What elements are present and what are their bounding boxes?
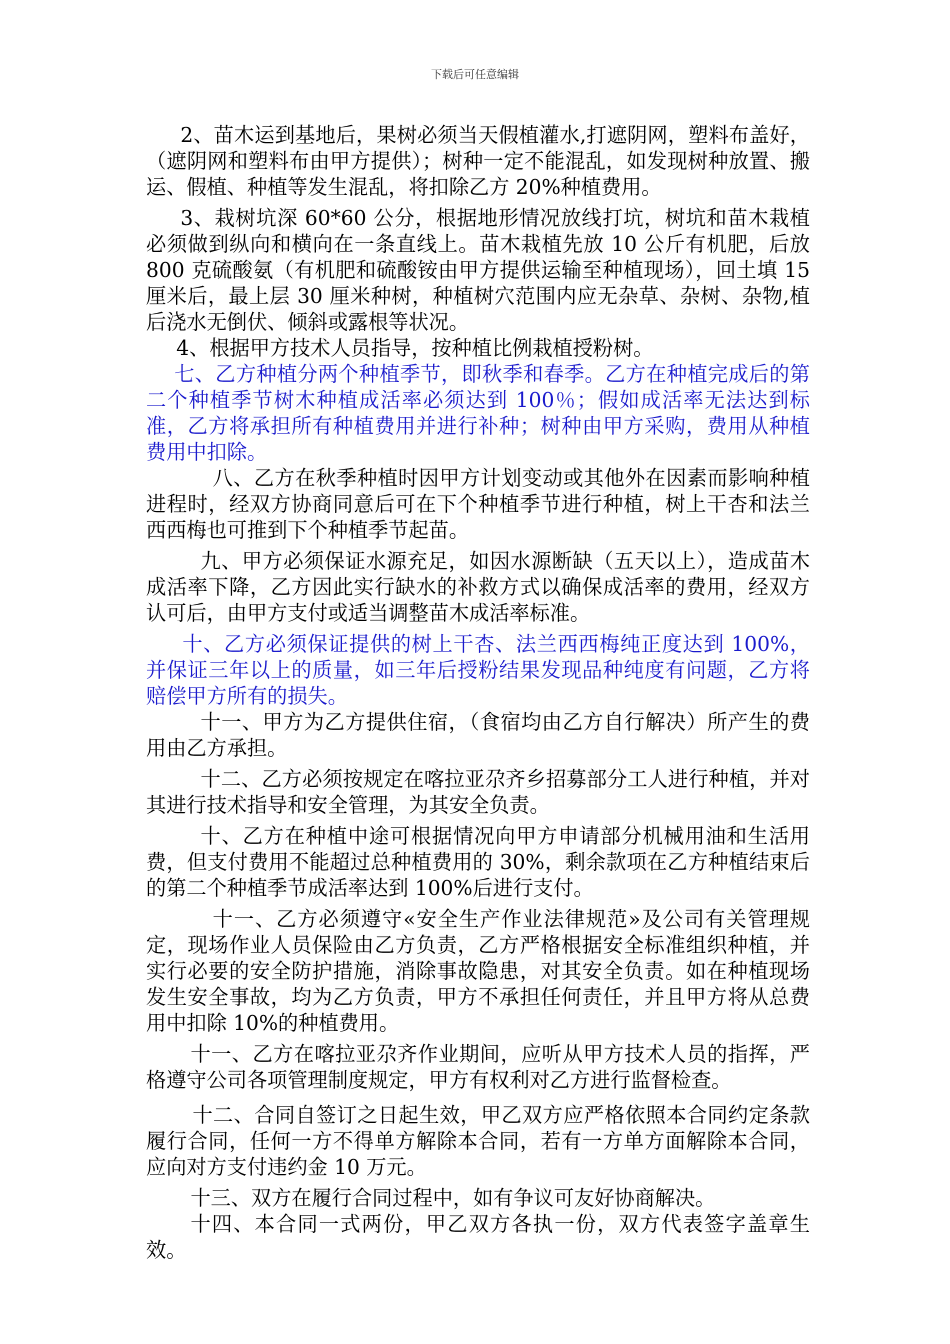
page-header: 下载后可任意编辑	[431, 68, 519, 81]
contract-body	[146, 122, 810, 1263]
clause-13-disputes: 十三、双方在履行合同过程中，如有争议可友好协商解决。	[190, 1186, 716, 1210]
clause-10-payment-advance: 十、乙方在种植中途可根据情况向甲方申请部分机械用油和生活用费，但支付费用不能超过总种植费用的 30%，剩余款项在乙方种植结束后的第二个种植季节成活率达到 100%后进行支付。	[146, 824, 810, 900]
clause-4-pollinator-trees: 4、根据甲方技术人员指导，按种植比例栽植授粉树。	[176, 336, 654, 360]
clause-12-effectiveness: 十二、合同自签订之日起生效，甲乙双方应严格依照本合同约定条款履行合同，任何一方不得单方解除本合同，若有一方单方面解除本合同，应向对方支付违约金 10 万元。	[146, 1103, 810, 1179]
clause-10-variety-purity: 十、乙方必须保证提供的树上干杏、法兰西西梅纯正度达到 100%，并保证三年以上的质量，如三年后授粉结果发现品种纯度有问题，乙方将赔偿甲方所有的损失。	[146, 632, 810, 708]
clause-12-local-workers: 十二、乙方必须按规定在喀拉亚尕齐乡招募部分工人进行种植，并对其进行技术指导和安全管理，为其安全负责。	[146, 767, 810, 817]
clause-11-supervision: 十一、乙方在喀拉亚尕齐作业期间，应听从甲方技术人员的指挥，严格遵守公司各项管理制度规定，甲方有权利对乙方进行监督检查。	[146, 1042, 810, 1092]
clause-11-accommodation: 十一、甲方为乙方提供住宿，（食宿均由乙方自行解决）所产生的费用由乙方承担。	[146, 710, 810, 760]
clause-11-safety: 十一、乙方必须遵守«安全生产作业法律规范»及公司有关管理规定，现场作业人员保险由乙方负责，乙方严格根据安全标准组织种植，并实行必要的安全防护措施，消除事故隐患，对其安全负责。如在种植现场发生安全事故，均为乙方负责，甲方不承担任何责任，并且甲方将从总费用中扣除 10%的种植费用。	[146, 907, 810, 1035]
clause-7-planting-seasons: 七、乙方种植分两个种植季节，即秋季和春季。乙方在种植完成后的第二个种植季节树木种植成活率必须达到 100％；假如成活率无法达到标准，乙方将承担所有种植费用并进行补种；树种由甲方采购，费用从种植费用中扣除。	[146, 362, 810, 464]
clause-8-schedule-change: 八、乙方在秋季种植时因甲方计划变动或其他外在因素而影响种植进程时，经双方协商同意后可在下个种植季节进行种植，树上干杏和法兰西西梅也可推到下个种植季节起苗。	[146, 466, 810, 542]
clause-14-copies: 十四、本合同一式两份，甲乙双方各执一份，双方代表签字盖章生效。	[146, 1212, 810, 1262]
clause-3-planting-pits: 3、栽树坑深 60*60 公分，根据地形情况放线打坑，树坑和苗木栽植必须做到纵向和横向在一条直线上。苗木栽植先放 10 公斤有机肥，后放 800 克硫酸氨（有机肥和硫酸铵由甲方提供运输至种植现场），回土填 15 厘米后，最上层 30 厘米种树，种植树穴范围内应无杂草、杂树、杂物,植后浇水无倒伏、倾斜或露根等状况。	[146, 206, 810, 334]
clause-9-water-supply: 九、甲方必须保证水源充足，如因水源断缺（五天以上），造成苗木成活率下降，乙方因此实行缺水的补救方式以确保成活率的费用，经双方认可后，由甲方支付或适当调整苗木成活率标准。	[146, 549, 810, 625]
clause-2-seedling-transport: 2、苗木运到基地后，果树必须当天假植灌水,打遮阴网，塑料布盖好，（遮阴网和塑料布由甲方提供）；树种一定不能混乱，如发现树种放置、搬运、假植、种植等发生混乱，将扣除乙方 20%种植费用。	[146, 123, 810, 199]
